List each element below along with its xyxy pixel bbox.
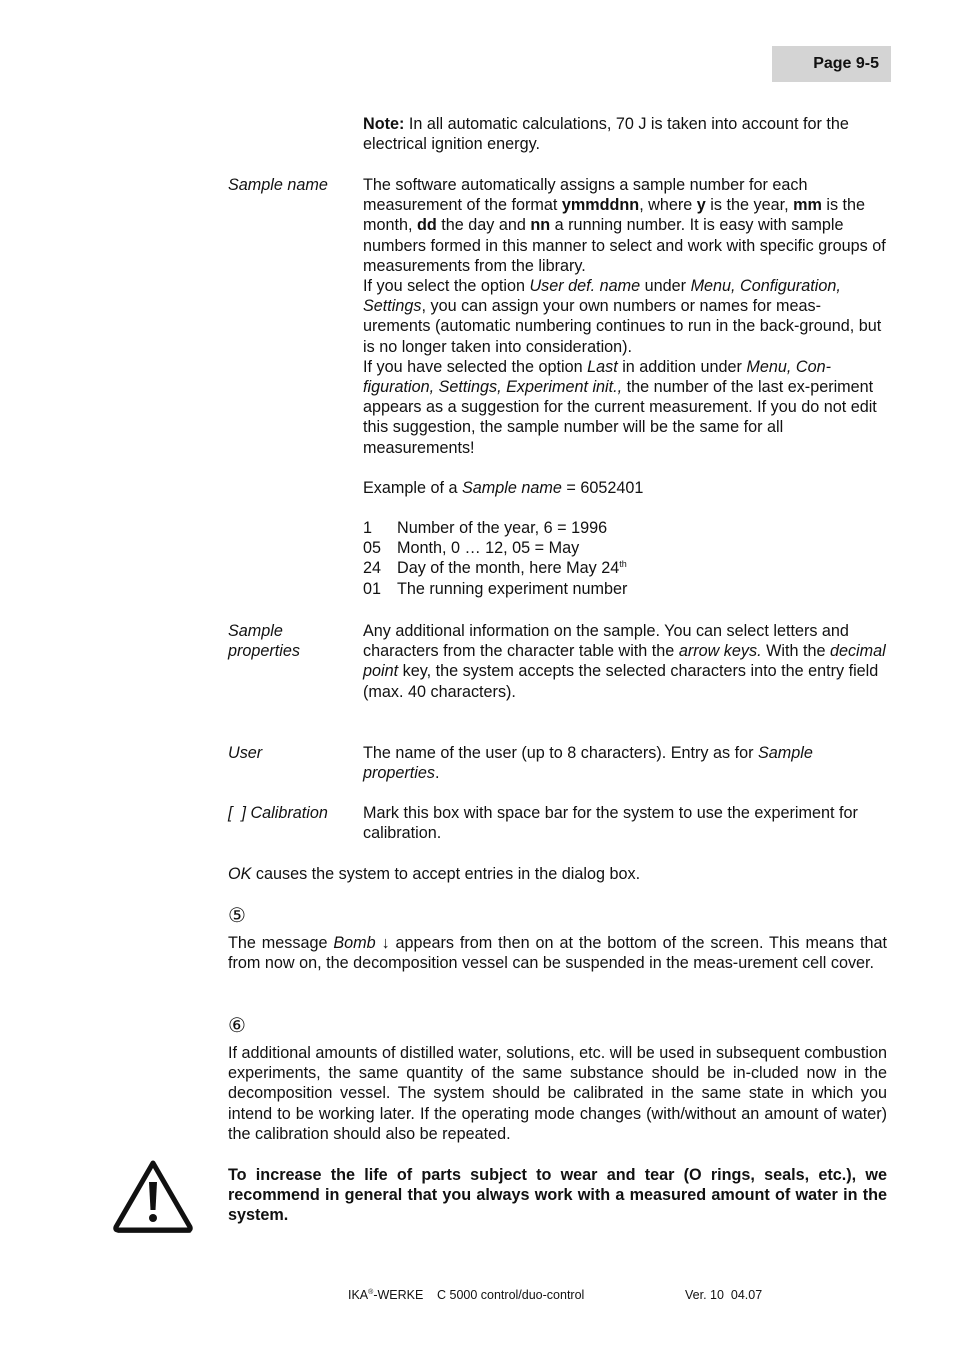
format-code: y [696,196,706,215]
text-run: a running number. It is easy with sample numbers formed in this manner to select and work with specific groups of measurements from the library. [363,216,886,275]
text-run: the day and [436,216,531,235]
button-name: OK [228,865,252,883]
page-number: Page 9-5 [813,54,879,72]
ordinal-suffix: th [619,559,627,570]
text-run: ↓ appears from then on at the bottom of the screen. This means that from now on, the decomposition vessel can be suspended in the meas-urement cell cover. [228,934,887,973]
user-description [363,743,888,783]
footer-product: C 5000 control/duo-control [437,1288,585,1302]
label-line: properties [228,642,300,661]
text-run: the number of the last ex-periment appears as a suggestion for the current measurement. If you do not edit this suggestion, the sample number will be the same for all measurements! [363,378,877,457]
footer-brand [348,1288,423,1302]
registered-mark: ® [368,1289,374,1296]
brand-name: IKA [348,1288,369,1302]
step-5-marker [228,905,887,927]
text-run: = 6052401 [561,478,644,497]
menu-path: Menu, Con-figuration, Settings, Experiment init., [363,357,831,397]
list-item-text [397,558,627,578]
warning-text: To increase the life of parts subject to wear and tear (O rings, seals, etc.), we recommend in general that you always work with a measured amount of water in the system. [228,1166,887,1225]
text-run: The software automatically assigns a sample number for each measurement of the format [363,176,808,215]
list-item [363,579,888,599]
circled-number-six: ⑥ [228,1015,246,1037]
key-name: decimal point [363,642,886,681]
list-item-text: The running experiment number [397,579,628,598]
footer-version: Ver. 10 04.07 [685,1288,763,1302]
step-6-paragraph: If additional amounts of distilled water, solutions, etc. will be used in subsequent combustion experiments, the same quantity of the same substance should be in-cluded now in the decomposition vessel. The system should be calibrated in the same state in which you intend to be working later. If the operating mode changes (with/without an amount of water) the calibration should also be repeated. [228,1044,887,1143]
circled-number-five: ⑤ [228,905,246,927]
text-run: causes the system to accept entries in the dialog box. [251,865,641,883]
list-item-text: Number of the year, 6 = 1996 [397,519,608,538]
message-name: Bomb [333,934,376,952]
text-run: The message [228,934,334,952]
text-run: under [640,277,691,296]
list-item [363,538,888,558]
user-label: User [228,744,263,762]
sample-name-paragraph-3 [363,357,888,458]
text-run: If you have selected the option [363,357,588,376]
brand-suffix: -WERKE [373,1288,424,1302]
sample-properties-description [363,621,888,702]
text-run: Day of the month, here May 24 [397,559,620,578]
sample-name-description [363,175,888,599]
text-run: The name of the user (up to 8 characters). Entry as for [363,744,758,762]
list-item-number: 05 [363,539,382,558]
text-run: , you can assign your own numbers or names for meas-urements (automatic numbering continues to run in the back-ground, but is no longer taken into consideration). [363,297,882,356]
text-run: With the [761,642,830,661]
text-run: key, the system accepts the selected characters into the entry field (max. 40 characters). [363,662,879,701]
sample-name-example [363,478,888,498]
list-item-number: 24 [363,559,382,578]
text-run: If you select the option [363,277,530,296]
text-run: is the month, [363,196,866,235]
sample-name-paragraph-1 [363,175,888,276]
step-6-marker [228,1015,887,1037]
text-run: , where [639,196,697,215]
list-item-number: 1 [363,519,373,538]
format-code: dd [417,216,437,235]
label-line: Sample [228,622,283,640]
sample-properties-label [228,621,300,661]
format-code: nn [530,216,551,235]
list-item [363,558,888,578]
note-paragraph [363,114,888,154]
note-label: Note: [363,115,405,133]
step-5-paragraph [228,933,887,973]
ok-paragraph [228,864,887,884]
text-run: Example of a [363,478,462,497]
page-number-tab [772,46,891,82]
list-item-number: 01 [363,579,382,598]
text-run: is the year, [705,196,794,215]
list-item-text: Month, 0 … 12, 05 = May [397,539,580,558]
option-name: Last [587,357,618,376]
term: Sample name [461,478,562,497]
menu-path: Menu, Configuration, Settings [363,277,841,316]
term: Sample properties [363,744,813,783]
calibration-description: Mark this box with space bar for the system to use the experiment for calibration. [363,804,858,843]
calibration-label: [ ] Calibration [228,804,328,822]
sample-name-breakdown-list [363,518,888,599]
text-run: . [434,764,440,783]
sample-name-paragraph-2 [363,276,888,357]
text-run: Any additional information on the sample. You can select letters and characters from the character table with the [363,622,849,661]
key-name: arrow keys. [678,642,762,661]
warning-triangle-icon [112,1160,194,1234]
sample-name-label: Sample name [228,176,328,194]
option-name: User def. name [529,277,641,296]
format-code: ymmddnn [561,196,640,215]
note-text: In all automatic calculations, 70 J is taken into account for the electrical ignition energy. [363,115,849,154]
format-code: mm [793,196,822,215]
list-item [363,518,888,538]
text-run: in addition under [617,357,747,376]
